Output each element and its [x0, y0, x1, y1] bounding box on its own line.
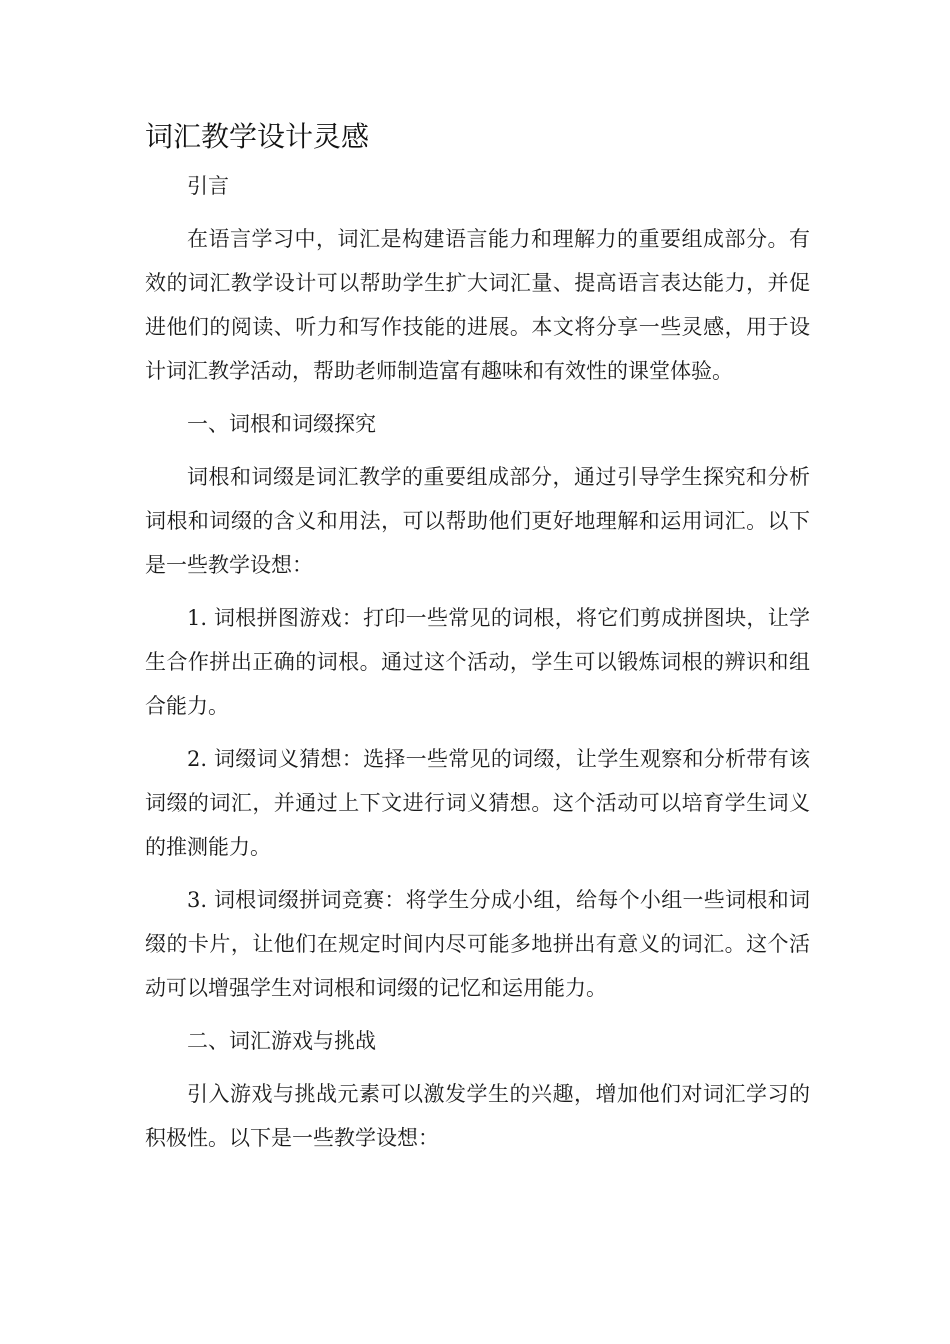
section-1-item-1: 1. 词根拼图游戏：打印一些常见的词根，将它们剪成拼图块，让学生合作拼出正确的词根。通过这个活动，学生可以锻炼词根的辨识和组合能力。 [145, 606, 810, 718]
section-1-item-2: 2. 词缀词义猜想：选择一些常见的词缀，让学生观察和分析带有该词缀的词汇，并通过上下文进行词义猜想。这个活动可以培育学生词义的推测能力。 [145, 747, 810, 859]
section-1-heading: 一、词根和词缀探究 [187, 412, 376, 436]
section-1-paragraph: 词根和词缀是词汇教学的重要组成部分，通过引导学生探究和分析词根和词缀的含义和用法，可以帮助他们更好地理解和运用词汇。以下是一些教学设想： [145, 465, 810, 577]
intro-heading: 引言 [187, 174, 229, 198]
section-2-paragraph: 引入游戏与挑战元素可以激发学生的兴趣，增加他们对词汇学习的积极性。以下是一些教学设想： [145, 1082, 810, 1150]
section-2-heading: 二、词汇游戏与挑战 [187, 1029, 376, 1053]
document-title: 词汇教学设计灵感 [145, 120, 370, 153]
document-body [145, 164, 810, 1169]
intro-paragraph: 在语言学习中，词汇是构建语言能力和理解力的重要组成部分。有效的词汇教学设计可以帮助学生扩大词汇量、提高语言表达能力，并促进他们的阅读、听力和写作技能的进展。本文将分享一些灵感，用于设计词汇教学活动，帮助老师制造富有趣味和有效性的课堂体验。 [145, 227, 810, 383]
section-1-item-3: 3. 词根词缀拼词竞赛：将学生分成小组，给每个小组一些词根和词缀的卡片，让他们在规定时间内尽可能多地拼出有意义的词汇。这个活动可以增强学生对词根和词缀的记忆和运用能力。 [145, 888, 810, 1000]
